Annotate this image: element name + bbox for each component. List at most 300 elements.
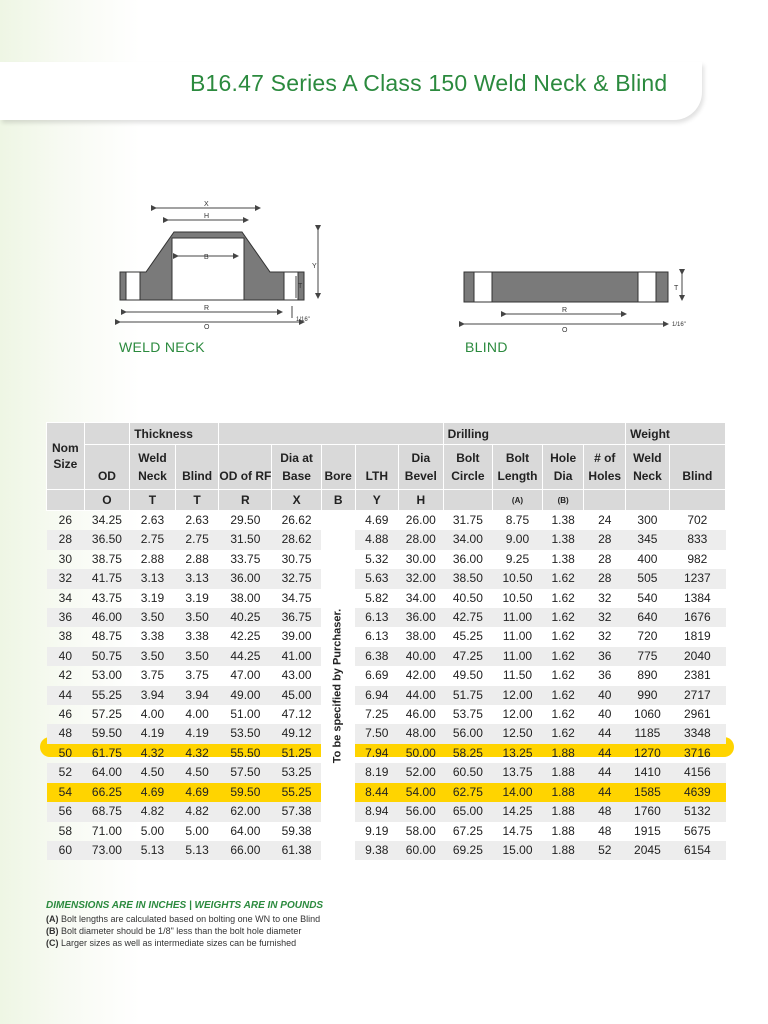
table-cell: 36 [47,608,85,627]
table-cell: 26 [58,513,73,527]
table-cell: 1585 [626,783,670,802]
table-cell: 28 [598,551,612,566]
table-cell: 64.00 [84,763,130,782]
table-row [47,608,726,627]
table-cell: 5.00 [185,823,209,838]
table-cell: 1760 [626,802,670,821]
table-row [47,627,726,646]
table-row [47,841,726,860]
table-cell: 11.00 [493,647,543,666]
table-cell: 73.00 [84,841,130,860]
th-dia-at-base: Dia at Base [272,445,321,490]
table-cell: 50.00 [405,745,436,760]
table-cell: 1.38 [542,530,584,549]
table-cell: 29.50 [230,513,261,527]
table-cell: 775 [626,647,670,666]
table-cell: 47.00 [230,668,261,683]
table-cell: 5.00 [140,823,165,838]
weld-neck-bore [172,238,244,300]
table-cell: 49.50 [452,668,483,683]
th-wt-blind: Blind [669,445,725,490]
page-title: B16.47 Series A Class 150 Weld Neck & Blind [190,70,668,96]
table-cell: 5.32 [365,551,389,566]
table-cell: 4.32 [140,745,165,760]
th-od: OD [84,445,130,490]
table-cell: 14.75 [502,823,533,838]
table-cell: 40.00 [398,647,443,666]
table-cell: 36.00 [398,608,443,627]
table-cell: 54 [47,783,85,802]
table-cell: 38.00 [230,590,261,605]
table-cell: 1410 [626,763,670,782]
table-cell: 40 [584,686,626,705]
table-cell: 3.94 [130,686,176,705]
table-row [47,822,726,841]
table-cell: 40.25 [219,608,272,627]
th-sym-h: H [398,490,443,511]
table-cell: 9.19 [365,823,389,838]
dim-r-label: R [204,305,210,312]
weld-neck-bolt-hole-left [126,272,140,300]
dim-y-label: Y [312,263,317,270]
table-cell: 61.38 [272,841,321,860]
table-cell: 53.50 [219,724,272,743]
table-cell: 5675 [683,823,711,838]
table-cell: 49.12 [272,724,321,743]
table-cell: 10.50 [493,569,543,588]
blind-caption: BLIND [465,339,508,355]
table-cell: 59.50 [84,724,130,743]
table-row [47,802,726,821]
table-cell: 4.00 [140,707,165,722]
th-bore: Bore [321,445,355,490]
th-blank-2 [219,423,443,445]
table-cell: 12.00 [502,707,533,722]
table-cell: 57.25 [91,707,122,722]
table-cell: 47.25 [443,647,493,666]
table-cell: 6.38 [355,647,398,666]
table-cell: 44 [598,745,612,760]
table-cell: 1.88 [542,763,584,782]
th-sym-r: R [219,490,272,511]
table-cell: 6.13 [365,629,389,644]
table-cell: 1676 [669,608,725,627]
table-cell: 1.62 [551,707,575,722]
th-nom-size: Nom Size [47,423,85,490]
table-cell: 2.63 [140,513,165,527]
th-sym-t1: T [130,490,176,511]
note-b: (B) Bolt diameter should be 1/8" less than the bolt hole diameter [46,926,302,936]
note-a: (A) Bolt lengths are calculated based on bolting one WN to one Blind [46,914,321,924]
table-cell: 43.00 [281,668,312,683]
th-weld-neck: Weld Neck [130,445,176,490]
table-cell: 41.75 [84,569,130,588]
table-cell: 702 [687,513,708,527]
table-row [47,589,726,608]
table-cell: 44.00 [398,686,443,705]
table-cell: 59.38 [281,823,312,838]
table-cell: 30 [58,551,73,566]
table-cell: 45.00 [272,686,321,705]
table-cell: 11.00 [502,629,533,644]
dim-b-label: B [204,254,209,261]
table-cell: 3.50 [130,608,176,627]
table-cell: 3348 [669,724,725,743]
th-sym-od: O [84,490,130,511]
table-cell: 26.62 [281,513,312,527]
table-cell: 24 [598,513,612,527]
table-cell: 46.00 [405,707,436,722]
table-cell: 38 [58,629,73,644]
table-cell: 58.00 [405,823,436,838]
table-cell: 5.63 [355,569,398,588]
table-cell: 4.50 [175,763,219,782]
table-cell: 1.88 [551,823,575,838]
table-cell: 42.75 [443,608,493,627]
table-cell: 32 [47,569,85,588]
table-cell: 1.62 [551,629,575,644]
blind-diagram [458,266,698,334]
blind-bolt-hole-right [638,272,656,302]
table-cell: 3.50 [130,647,176,666]
table-cell: 58.25 [452,745,483,760]
bore-note: To be specified by Purchaser. [331,608,344,763]
table-cell: 3.19 [185,590,209,605]
table-cell: 53.25 [272,763,321,782]
table-cell: 2.88 [140,551,165,566]
th-weight: Weight [626,423,726,445]
table-cell: 69.25 [443,841,493,860]
th-blank-1 [84,423,130,445]
table-cell: 1237 [669,569,725,588]
table-row [47,550,726,569]
table-cell: 55.50 [230,745,261,760]
table-cell: 5.82 [365,590,389,605]
table-cell: 1.62 [542,647,584,666]
table-row [47,783,726,802]
table-cell: 53.75 [452,707,483,722]
th-drilling: Drilling [443,423,626,445]
table-cell: 54.00 [398,783,443,802]
table-cell: 44 [584,783,626,802]
th-thickness: Thickness [130,423,219,445]
table-cell: 4.19 [175,724,219,743]
table-cell: 44.25 [219,647,272,666]
table-cell: 67.25 [452,823,483,838]
table-cell: 51.75 [443,686,493,705]
table-cell: 32.00 [398,569,443,588]
table-row [47,511,726,531]
table-cell: 60.00 [398,841,443,860]
table-cell: 8.94 [355,802,398,821]
table-cell: 1060 [634,707,661,722]
table-cell: 2961 [683,707,711,722]
table-cell: 58 [58,823,73,838]
note-c: (C) Larger sizes as well as intermediate sizes can be furnished [46,938,297,948]
table-cell: 5.13 [175,841,219,860]
table-cell: 8.44 [355,783,398,802]
table-cell: 4.69 [365,513,389,527]
table-cell: 53.00 [91,668,122,683]
table-cell: 32 [598,590,612,605]
table-cell: 1185 [626,724,670,743]
table-cell: 2.63 [185,513,209,527]
table-cell: 8.19 [355,763,398,782]
dim-h-label: H [204,213,210,220]
table-cell: 4.50 [130,763,176,782]
blind-bolt-hole-left [474,272,492,302]
table-cell: 7.50 [355,724,398,743]
table-cell: 40 [47,647,85,666]
table-cell: 59.50 [219,783,272,802]
table-cell: 4.82 [130,802,176,821]
table-cell: 32.75 [272,569,321,588]
table-cell: 1384 [683,590,711,605]
table-cell: 4.19 [130,724,176,743]
th-sym-y: Y [355,490,398,511]
weld-neck-diagram [112,198,337,333]
table-cell: 71.00 [91,823,122,838]
table-row [47,530,726,549]
table-cell: 505 [626,569,670,588]
dim-t-label: T [298,283,303,290]
table-cell: 1270 [634,745,661,760]
table-cell: 12.00 [493,686,543,705]
table-cell: 8.75 [505,513,530,527]
table-cell: 36.50 [84,530,130,549]
table-cell: 3.13 [130,569,176,588]
table-cell: 30.00 [405,551,436,566]
blind-dim-rf-label: 1/16" [672,322,686,328]
th-dia-bevel: Dia Bevel [398,445,443,490]
table-cell: 64.00 [230,823,261,838]
dim-o-label: O [204,324,210,331]
table-cell: 1.62 [542,608,584,627]
table-cell: 36.00 [219,569,272,588]
table-cell: 44 [47,686,85,705]
table-cell: 11.50 [502,668,533,683]
table-cell: 28.00 [398,530,443,549]
table-cell: 1.62 [542,686,584,705]
table-cell: 6.13 [355,608,398,627]
th-lth: LTH [355,445,398,490]
table-cell: 1915 [634,823,661,838]
table-cell: 5132 [669,802,725,821]
table-cell: 1.38 [551,513,575,527]
table-cell: 4.32 [185,745,209,760]
table-cell: 9.25 [505,551,530,566]
table-cell: 14.25 [493,802,543,821]
table-cell: 3716 [683,745,711,760]
table-cell: 34.00 [443,530,493,549]
th-sym-blank4 [626,490,670,511]
table-cell: 60 [47,841,85,860]
table-cell: 11.00 [493,608,543,627]
table-cell: 4639 [669,783,725,802]
notes-heading: DIMENSIONS ARE IN INCHES | WEIGHTS ARE IN POUNDS [46,900,324,911]
table-cell: 1.62 [551,668,575,683]
table-cell: 40 [598,707,612,722]
th-sym-blank [47,490,85,511]
table-cell: 33.75 [230,551,261,566]
table-cell: 4.69 [130,783,176,802]
table-cell: 13.25 [502,745,533,760]
table-cell: 41.00 [272,647,321,666]
table-cell: 36.00 [452,551,483,566]
table-cell: 44 [584,763,626,782]
table-cell: 2.75 [130,530,176,549]
table-cell: 3.75 [140,668,165,683]
blind-dim-t-label: T [674,285,679,292]
table-cell: 4156 [669,763,725,782]
table-cell: 14.00 [493,783,543,802]
table-cell: 400 [637,551,658,566]
table-cell: 4.82 [175,802,219,821]
table-cell: 3.38 [185,629,209,644]
table-cell: 890 [637,668,658,683]
table-cell: 30.75 [281,551,312,566]
th-sym-bolt-length: (A) [493,490,543,511]
table-cell: 7.25 [365,707,389,722]
table-row [47,686,726,705]
table-cell: 40.50 [452,590,483,605]
th-od-of-rf: OD of RF [219,445,272,490]
table-cell: 52.00 [398,763,443,782]
th-sym-blank2 [443,490,493,511]
table-cell: 46.00 [84,608,130,627]
table-row [47,705,726,724]
notes [46,900,323,950]
th-hole-dia: Hole Dia [542,445,584,490]
table-cell: 15.00 [493,841,543,860]
table-cell: 7.94 [365,745,389,760]
table-cell: 13.75 [493,763,543,782]
table-cell: 345 [626,530,670,549]
table-cell: 32 [598,629,612,644]
table-cell: 50.75 [84,647,130,666]
blind-body [464,272,668,302]
table-cell: 31.50 [219,530,272,549]
table-cell: 62.75 [443,783,493,802]
table-cell: 42 [58,668,73,683]
dim-x-label: X [204,201,209,208]
table-cell: 2381 [683,668,711,683]
table-cell: 3.94 [175,686,219,705]
table-cell: 57.38 [272,802,321,821]
table-cell: 38.75 [91,551,122,566]
table-cell: 1.88 [542,841,584,860]
table-cell: 51.25 [281,745,312,760]
th-num-holes: # of Holes [584,445,626,490]
table-cell: 1.38 [551,551,575,566]
th-wt-weld-neck: Weld Neck [626,445,670,490]
table-cell: 2717 [669,686,725,705]
table-cell: 55.25 [272,783,321,802]
table-cell: 1819 [683,629,711,644]
dim-rf-label: 1/16" [296,317,310,323]
table-cell: 28.62 [272,530,321,549]
table-cell: 44 [584,724,626,743]
table-cell: 66.00 [219,841,272,860]
weld-neck-caption: WELD NECK [119,339,205,355]
table-cell: 4.88 [355,530,398,549]
spec-table [46,422,726,860]
table-cell: 300 [637,513,658,527]
table-cell: 56 [47,802,85,821]
th-sym-x: X [272,490,321,511]
th-sym-b: B [321,490,355,511]
table-cell: 34.00 [405,590,436,605]
table-cell: 48.75 [91,629,122,644]
table-cell: 61.75 [91,745,122,760]
table-cell: 1.88 [551,745,575,760]
table-cell: 38.00 [405,629,436,644]
table-cell: 28 [584,530,626,549]
table-cell: 4.00 [185,707,209,722]
table-cell: 28 [47,530,85,549]
th-bolt-circle: Bolt Circle [443,445,493,490]
table-cell: 34.75 [281,590,312,605]
table-row [47,647,726,666]
table-cell: 640 [626,608,670,627]
table-cell: 9.38 [355,841,398,860]
table-cell: 1.62 [542,569,584,588]
table-cell: 46 [58,707,73,722]
table-cell: 3.75 [185,668,209,683]
table-cell: 57.50 [219,763,272,782]
table-cell: 1.62 [542,724,584,743]
table-cell: 1.88 [542,783,584,802]
th-blind: Blind [175,445,219,490]
table-cell: 720 [637,629,658,644]
table-cell: 36 [598,668,612,683]
table-cell: 62.00 [219,802,272,821]
table-cell: 2.88 [185,551,209,566]
table-cell: 50 [58,745,73,760]
table-cell: 3.13 [175,569,219,588]
table-cell: 48.00 [398,724,443,743]
table-cell: 56.00 [443,724,493,743]
table-cell: 34 [58,590,73,605]
table-cell: 55.25 [84,686,130,705]
table-cell: 48 [47,724,85,743]
th-sym-t2: T [175,490,219,511]
table-cell: 833 [669,530,725,549]
th-sym-blank3 [584,490,626,511]
table-cell: 3.50 [175,647,219,666]
table-cell: 10.50 [502,590,533,605]
table-cell: 47.12 [281,707,312,722]
table-cell: 2040 [669,647,725,666]
spec-table-body [47,511,726,861]
table-cell: 28 [584,569,626,588]
table-cell: 9.00 [493,530,543,549]
table-cell: 3.38 [140,629,165,644]
table-cell: 6.94 [355,686,398,705]
table-cell: 48 [598,823,612,838]
table-cell: 540 [637,590,658,605]
table-cell: 3.19 [140,590,165,605]
table-cell: 60.50 [443,763,493,782]
table-cell: 5.13 [130,841,176,860]
table-cell: 6154 [669,841,725,860]
table-cell: 26.00 [405,513,436,527]
table-cell: 32 [584,608,626,627]
table-cell: 34.25 [91,513,122,527]
table-cell: 6.69 [365,668,389,683]
table-cell: 3.50 [175,608,219,627]
table-cell: 36.75 [272,608,321,627]
